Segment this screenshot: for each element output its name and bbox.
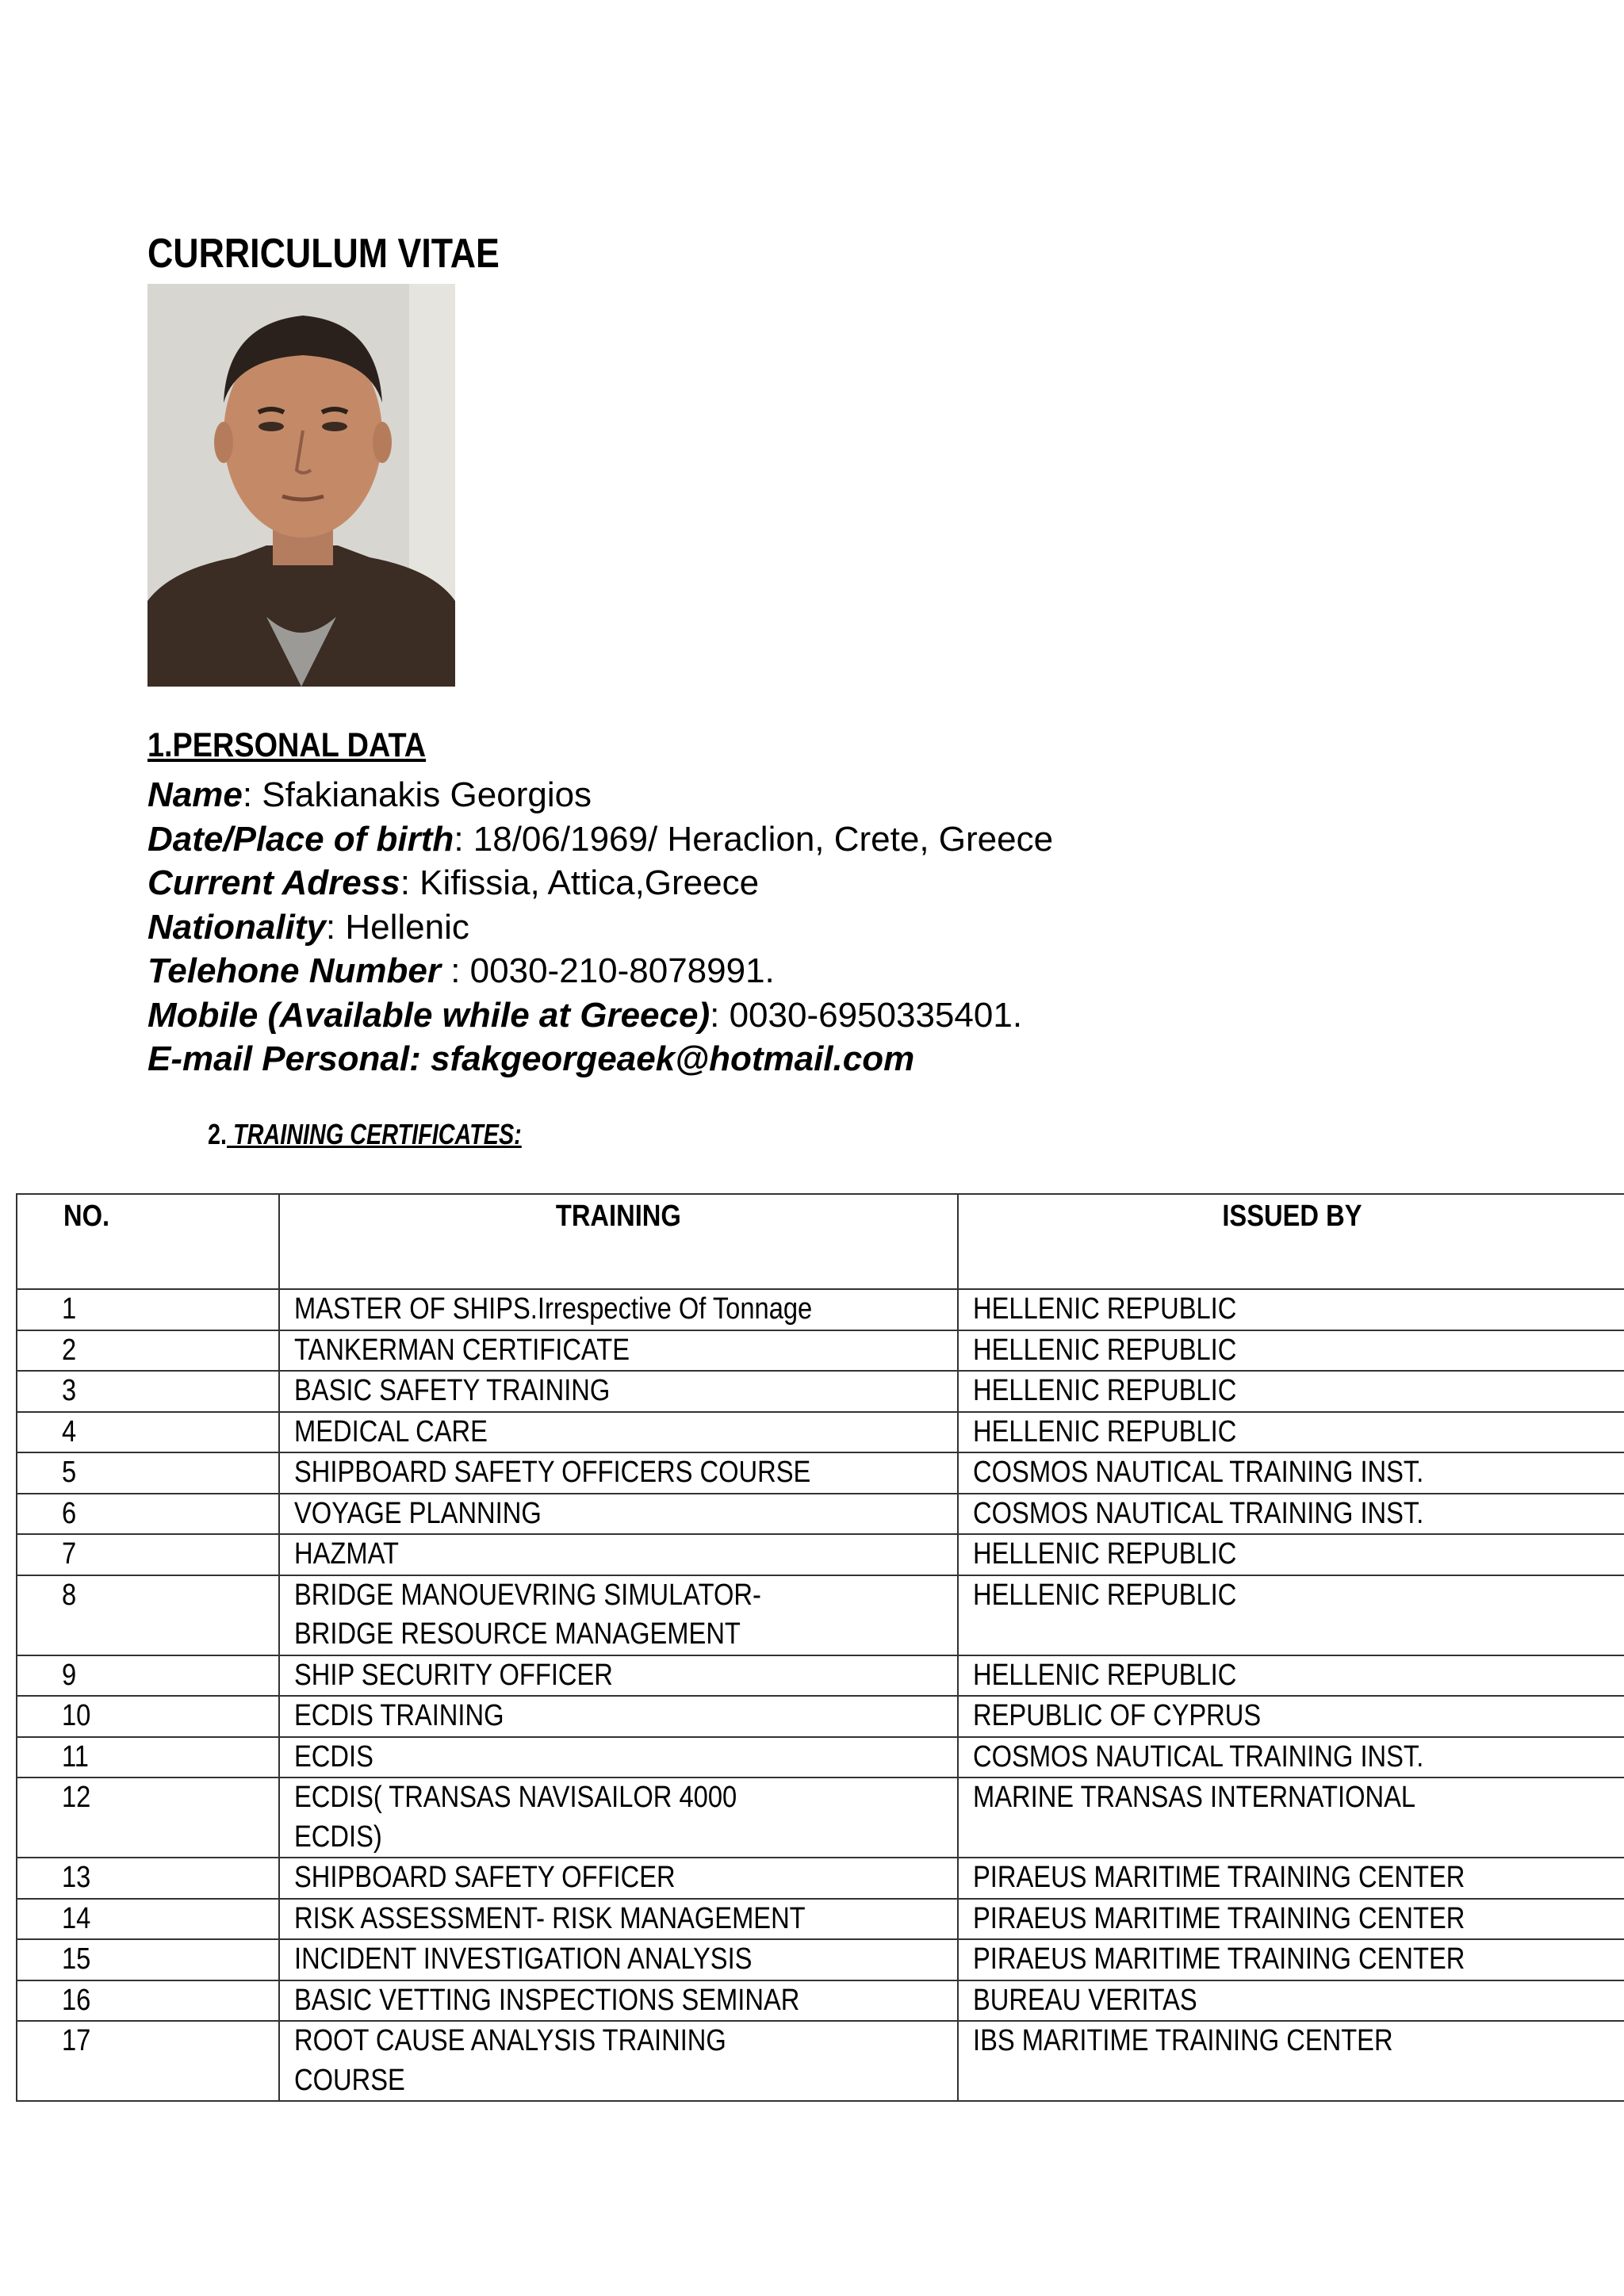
issuer-cell: HELLENIC REPUBLIC: [958, 1534, 1624, 1575]
table-header-row: [17, 1194, 1624, 1289]
email-link[interactable]: sfakgeorgeaek@hotmail.com: [420, 1039, 915, 1078]
table-row: [17, 1412, 1624, 1453]
field-label: E-mail Personal:: [147, 1039, 421, 1078]
issuer-cell: COSMOS NAUTICAL TRAINING INST.: [958, 1452, 1624, 1494]
table-row: [17, 1696, 1624, 1737]
field-label: Telehone Number: [147, 951, 441, 990]
issuer-cell: IBS MARITIME TRAINING CENTER: [958, 2021, 1624, 2101]
training-name-cell: MASTER OF SHIPS.Irrespective Of Tonnage: [279, 1289, 958, 1330]
training-name-cell: ROOT CAUSE ANALYSIS TRAINING COURSE: [279, 2021, 958, 2101]
issuer-cell: REPUBLIC OF CYPRUS: [958, 1696, 1624, 1737]
field-label: Nationality: [147, 907, 326, 947]
training-name-cell: BRIDGE MANOUEVRING SIMULATOR- BRIDGE RESOURCE MANAGEMENT: [279, 1575, 958, 1655]
training-heading: [208, 1118, 522, 1151]
training-heading-number: 2.: [208, 1118, 228, 1150]
issuer-cell: MARINE TRANSAS INTERNATIONAL: [958, 1777, 1624, 1858]
table-row: [17, 1858, 1624, 1899]
training-name-cell: ECDIS( TRANSAS NAVISAILOR 4000 ECDIS): [279, 1777, 958, 1858]
table-row: [17, 1534, 1624, 1575]
row-number-cell: 7: [17, 1534, 279, 1575]
personal-nationality: [147, 905, 1053, 950]
field-label: Current Adress: [147, 863, 400, 902]
training-name-cell: BASIC VETTING INSPECTIONS SEMINAR: [279, 1980, 958, 2022]
table-row: [17, 1737, 1624, 1778]
training-name-cell: BASIC SAFETY TRAINING: [279, 1371, 958, 1412]
row-number-cell: 1: [17, 1289, 279, 1330]
table-row: [17, 1452, 1624, 1494]
personal-telephone: [147, 949, 1053, 993]
portrait-photo: [147, 284, 455, 687]
row-number-cell: 14: [17, 1899, 279, 1940]
issuer-cell: PIRAEUS MARITIME TRAINING CENTER: [958, 1939, 1624, 1980]
training-name-cell: MEDICAL CARE: [279, 1412, 958, 1453]
row-number-cell: 8: [17, 1575, 279, 1655]
issuer-cell: HELLENIC REPUBLIC: [958, 1289, 1624, 1330]
table-row: [17, 1575, 1624, 1655]
issuer-cell: BUREAU VERITAS: [958, 1980, 1624, 2022]
issuer-cell: HELLENIC REPUBLIC: [958, 1371, 1624, 1412]
field-label: Mobile (Available while at Greece): [147, 995, 710, 1035]
training-name-cell: VOYAGE PLANNING: [279, 1494, 958, 1535]
row-number-cell: 16: [17, 1980, 279, 2022]
field-value: : 18/06/1969/ Heraclion, Crete, Greece: [454, 819, 1054, 859]
table-row: [17, 1939, 1624, 1980]
field-value: : 0030-6950335401.: [710, 995, 1023, 1035]
table-row: [17, 1371, 1624, 1412]
table-row: [17, 2021, 1624, 2101]
row-number-cell: 6: [17, 1494, 279, 1535]
training-table-body: [17, 1289, 1624, 2101]
training-name-cell: SHIPBOARD SAFETY OFFICERS COURSE: [279, 1452, 958, 1494]
training-name-cell: SHIPBOARD SAFETY OFFICER: [279, 1858, 958, 1899]
training-name-cell: HAZMAT: [279, 1534, 958, 1575]
row-number-cell: 9: [17, 1655, 279, 1697]
table-row: [17, 1655, 1624, 1697]
personal-data-heading: 1.PERSONAL DATA: [147, 726, 427, 764]
training-name-cell: ECDIS: [279, 1737, 958, 1778]
row-number-cell: 12: [17, 1777, 279, 1858]
personal-address: [147, 861, 1053, 905]
column-header-no: NO.: [17, 1194, 279, 1289]
field-label: Name: [147, 775, 243, 814]
issuer-cell: HELLENIC REPUBLIC: [958, 1655, 1624, 1697]
field-value: : Sfakianakis Georgios: [242, 775, 592, 814]
table-row: [17, 1899, 1624, 1940]
table-row: [17, 1494, 1624, 1535]
training-name-cell: ECDIS TRAINING: [279, 1696, 958, 1737]
field-value: : Hellenic: [325, 907, 469, 947]
field-value: : 0030-210-8078991.: [440, 951, 775, 990]
row-number-cell: 10: [17, 1696, 279, 1737]
personal-data-list: [147, 773, 1053, 1081]
training-name-cell: TANKERMAN CERTIFICATE: [279, 1330, 958, 1372]
personal-mobile: [147, 993, 1053, 1038]
issuer-cell: COSMOS NAUTICAL TRAINING INST.: [958, 1494, 1624, 1535]
table-row: [17, 1777, 1624, 1858]
training-name-cell: INCIDENT INVESTIGATION ANALYSIS: [279, 1939, 958, 1980]
row-number-cell: 3: [17, 1371, 279, 1412]
issuer-cell: HELLENIC REPUBLIC: [958, 1330, 1624, 1372]
training-heading-text: TRAINING CERTIFICATES:: [227, 1118, 522, 1150]
row-number-cell: 2: [17, 1330, 279, 1372]
issuer-cell: COSMOS NAUTICAL TRAINING INST.: [958, 1737, 1624, 1778]
personal-birth: [147, 817, 1053, 862]
table-row: [17, 1980, 1624, 2022]
row-number-cell: 5: [17, 1452, 279, 1494]
issuer-cell: PIRAEUS MARITIME TRAINING CENTER: [958, 1899, 1624, 1940]
training-name-cell: RISK ASSESSMENT- RISK MANAGEMENT: [279, 1899, 958, 1940]
issuer-cell: HELLENIC REPUBLIC: [958, 1412, 1624, 1453]
row-number-cell: 17: [17, 2021, 279, 2101]
field-label: Date/Place of birth: [147, 819, 454, 859]
row-number-cell: 13: [17, 1858, 279, 1899]
training-table: [16, 1193, 1624, 2102]
row-number-cell: 11: [17, 1737, 279, 1778]
row-number-cell: 4: [17, 1412, 279, 1453]
issuer-cell: PIRAEUS MARITIME TRAINING CENTER: [958, 1858, 1624, 1899]
table-row: [17, 1289, 1624, 1330]
column-header-training: TRAINING: [279, 1194, 958, 1289]
issuer-cell: HELLENIC REPUBLIC: [958, 1575, 1624, 1655]
field-value: : Kifissia, Attica,Greece: [400, 863, 760, 902]
table-row: [17, 1330, 1624, 1372]
page-title: CURRICULUM VITAE: [147, 231, 500, 277]
column-header-issued-by: ISSUED BY: [958, 1194, 1624, 1289]
row-number-cell: 15: [17, 1939, 279, 1980]
personal-email: [147, 1037, 1053, 1081]
training-name-cell: SHIP SECURITY OFFICER: [279, 1655, 958, 1697]
personal-name: [147, 773, 1053, 817]
